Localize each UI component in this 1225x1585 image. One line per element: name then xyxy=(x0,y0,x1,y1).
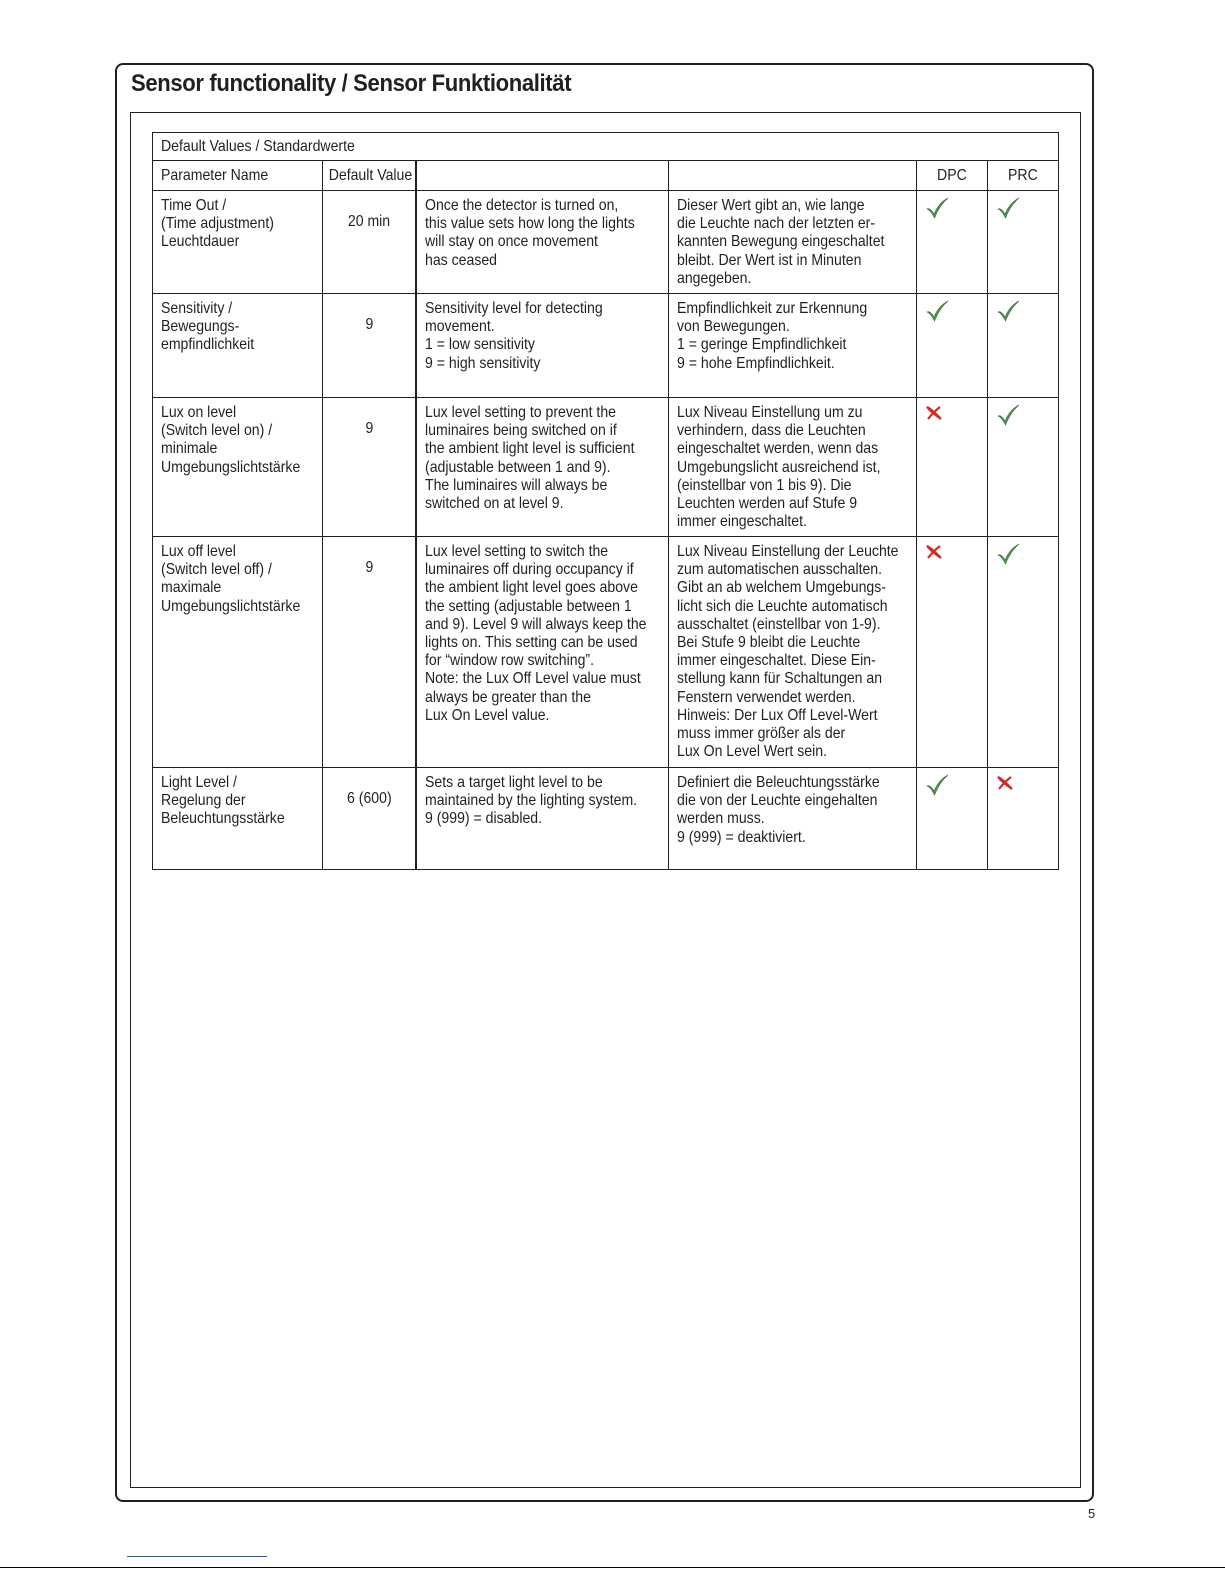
german-description-cell-line: eingeschaltet werden, wenn das xyxy=(676,440,878,458)
check-icon xyxy=(925,197,949,219)
english-description-cell-line: 9 = high sensitivity xyxy=(424,354,541,372)
english-description-cell-line: lights on. This setting can be used xyxy=(424,634,638,652)
prc-status-cell xyxy=(987,191,1058,294)
english-description-cell-line: for “window row switching”. xyxy=(424,652,594,670)
parameter-name-cell xyxy=(153,768,323,870)
parameter-name-cell xyxy=(153,191,323,294)
parameter-name-cell-line: Light Level / xyxy=(161,774,237,791)
cross-icon xyxy=(996,775,1014,791)
german-description-cell-line: immer eingeschaltet. Diese Ein- xyxy=(676,652,876,670)
default-value: 20 min xyxy=(347,213,391,230)
german-description-cell-line: bleibt. Der Wert ist in Minuten xyxy=(676,251,861,269)
german-description-cell-line: zum automatischen ausschalten. xyxy=(676,561,882,579)
header-english-description xyxy=(416,161,668,191)
german-description-cell xyxy=(668,398,916,537)
english-description-cell-line: 1 = low sensitivity xyxy=(424,336,535,354)
english-description-cell xyxy=(416,191,668,294)
german-description-cell-line: (einstellbar von 1 bis 9). Die xyxy=(676,476,852,494)
parameter-name-cell-line: Umgebungslichtstärke xyxy=(161,458,301,476)
german-description-cell xyxy=(668,768,916,870)
check-icon xyxy=(925,300,949,322)
german-description-cell-line: Definiert die Beleuchtungsstärke xyxy=(676,774,880,791)
german-description-cell xyxy=(668,537,916,768)
header-dpc: DPC xyxy=(916,161,987,191)
dpc-status-cell xyxy=(916,294,987,398)
english-description-cell-line: (adjustable between 1 and 9). xyxy=(424,458,611,476)
page-title: Sensor functionality / Sensor Funktionalität xyxy=(131,70,572,97)
german-description-cell-line: Leuchten werden auf Stufe 9 xyxy=(676,495,857,513)
german-description-cell-line: licht sich die Leuchte automatisch xyxy=(676,597,888,615)
english-description-cell xyxy=(416,768,668,870)
english-description-cell-line: The luminaires will always be xyxy=(424,476,608,494)
english-description-cell-line: always be greater than the xyxy=(424,688,591,706)
english-description-cell-line: movement. xyxy=(424,318,495,336)
english-description-cell-line: will stay on once movement xyxy=(424,233,598,251)
parameter-name-cell-line: Leuchtdauer xyxy=(161,233,240,251)
parameter-name-cell-line: Sensitivity / xyxy=(161,300,233,317)
dpc-status-cell xyxy=(916,398,987,537)
default-value-cell xyxy=(323,294,416,398)
english-description-cell-line: 9 (999) = disabled. xyxy=(424,810,542,828)
default-values-table xyxy=(152,132,1059,870)
german-description-cell-line: ausschaltet (einstellbar von 1-9). xyxy=(676,615,881,633)
english-description-cell-line: Sensitivity level for detecting xyxy=(424,300,603,317)
english-description-cell-line: and 9). Level 9 will always keep the xyxy=(424,615,647,633)
parameter-name-cell-line: Time Out / xyxy=(161,197,227,214)
german-description-cell-line: 9 (999) = deaktiviert. xyxy=(676,828,806,846)
check-icon xyxy=(996,543,1020,565)
table-caption-row xyxy=(153,133,1059,161)
cross-icon xyxy=(925,544,943,560)
german-description-cell-line: angegeben. xyxy=(676,269,751,287)
german-description-cell-line: werden muss. xyxy=(676,810,765,828)
english-description-cell-line: Lux On Level value. xyxy=(424,706,550,724)
check-icon xyxy=(925,774,949,796)
check-icon xyxy=(996,197,1020,219)
header-german-description xyxy=(668,161,916,191)
page-number: 5 xyxy=(1088,1506,1096,1521)
parameter-name-cell-line: maximale xyxy=(161,579,222,597)
prc-status-cell xyxy=(987,768,1058,870)
german-description-cell-line: Fenstern verwendet werden. xyxy=(676,688,855,706)
english-description-cell-line: has ceased xyxy=(424,251,497,269)
dpc-status-cell xyxy=(916,191,987,294)
table-caption: Default Values / Standardwerte xyxy=(153,133,1059,161)
parameter-name-cell-line: Lux on level xyxy=(161,404,237,421)
english-description-cell-line: this value sets how long the lights xyxy=(424,215,635,233)
table-row xyxy=(153,294,1059,398)
parameter-name-cell xyxy=(153,398,323,537)
default-value-cell xyxy=(323,191,416,294)
header-default-value: Default Value xyxy=(323,161,416,191)
default-value: 9 xyxy=(365,316,373,333)
german-description-cell xyxy=(668,294,916,398)
default-value-cell xyxy=(323,398,416,537)
parameter-name-cell xyxy=(153,537,323,768)
parameter-name-cell-line: minimale xyxy=(161,440,218,458)
german-description-cell-line: die Leuchte nach der letzten er- xyxy=(676,215,875,233)
english-description-cell-line: Once the detector is turned on, xyxy=(424,197,619,214)
default-value-cell xyxy=(323,537,416,768)
parameter-name-cell-line: (Time adjustment) xyxy=(161,215,274,233)
german-description-cell-line: die von der Leuchte eingehalten xyxy=(676,792,877,810)
german-description-cell-line: 1 = geringe Empfindlichkeit xyxy=(676,336,846,354)
english-description-cell-line: switched on at level 9. xyxy=(424,495,564,513)
footer-link-underline xyxy=(127,1556,267,1557)
german-description-cell-line: Empfindlichkeit zur Erkennung xyxy=(676,300,867,317)
german-description-cell-line: kannten Bewegung eingeschaltet xyxy=(676,233,884,251)
german-description-cell xyxy=(668,191,916,294)
default-value: 6 (600) xyxy=(346,790,392,807)
cross-icon xyxy=(925,405,943,421)
english-description-cell-line: the setting (adjustable between 1 xyxy=(424,597,632,615)
german-description-cell-line: Lux On Level Wert sein. xyxy=(676,743,827,761)
german-description-cell-line: Gibt an ab welchem Umgebungs- xyxy=(676,579,886,597)
header-parameter-name: Parameter Name xyxy=(153,161,323,191)
english-description-cell xyxy=(416,294,668,398)
parameter-name-cell-line: empfindlichkeit xyxy=(161,336,255,354)
table-header-row xyxy=(153,161,1059,191)
english-description-cell-line: Lux level setting to switch the xyxy=(424,543,608,560)
parameter-name-cell xyxy=(153,294,323,398)
english-description-cell-line: Lux level setting to prevent the xyxy=(424,404,616,421)
english-description-cell-line: Sets a target light level to be xyxy=(424,774,603,791)
german-description-cell-line: Lux Niveau Einstellung der Leuchte xyxy=(676,543,899,560)
prc-status-cell xyxy=(987,398,1058,537)
parameter-name-cell-line: Bewegungs- xyxy=(161,318,240,336)
german-description-cell-line: immer eingeschaltet. xyxy=(676,513,807,531)
parameter-name-cell-line: Regelung der xyxy=(161,792,246,810)
german-description-cell-line: Bei Stufe 9 bleibt die Leuchte xyxy=(676,634,860,652)
english-description-cell-line: luminaires off during occupancy if xyxy=(424,561,634,579)
english-description-cell-line: luminaires being switched on if xyxy=(424,422,617,440)
default-value: 9 xyxy=(365,420,373,437)
check-icon xyxy=(996,404,1020,426)
default-value-cell xyxy=(323,768,416,870)
dpc-status-cell xyxy=(916,537,987,768)
parameter-name-cell-line: (Switch level off) / xyxy=(161,561,272,579)
dpc-status-cell xyxy=(916,768,987,870)
default-value: 9 xyxy=(365,559,373,576)
check-icon xyxy=(996,300,1020,322)
parameter-name-cell-line: Umgebungslichtstärke xyxy=(161,597,301,615)
header-prc: PRC xyxy=(987,161,1058,191)
english-description-cell xyxy=(416,537,668,768)
table-row xyxy=(153,398,1059,537)
parameter-name-cell-line: (Switch level on) / xyxy=(161,422,273,440)
german-description-cell-line: 9 = hohe Empfindlichkeit. xyxy=(676,354,835,372)
table-row xyxy=(153,537,1059,768)
prc-status-cell xyxy=(987,537,1058,768)
parameter-name-cell-line: Lux off level xyxy=(161,543,236,560)
german-description-cell-line: muss immer größer als der xyxy=(676,725,845,743)
german-description-cell-line: verhindern, dass die Leuchten xyxy=(676,422,866,440)
german-description-cell-line: von Bewegungen. xyxy=(676,318,790,336)
german-description-cell-line: Lux Niveau Einstellung um zu xyxy=(676,404,863,421)
footer-rule xyxy=(0,1567,1225,1568)
german-description-cell-line: Umgebungslicht ausreichend ist, xyxy=(676,458,881,476)
parameter-name-cell-line: Beleuchtungsstärke xyxy=(161,810,285,828)
german-description-cell-line: stellung kann für Schaltungen an xyxy=(676,670,882,688)
german-description-cell-line: Hinweis: Der Lux Off Level-Wert xyxy=(676,706,878,724)
table-row xyxy=(153,768,1059,870)
english-description-cell-line: maintained by the lighting system. xyxy=(424,792,637,810)
english-description-cell-line: the ambient light level is sufficient xyxy=(424,440,635,458)
table-row xyxy=(153,191,1059,294)
prc-status-cell xyxy=(987,294,1058,398)
english-description-cell xyxy=(416,398,668,537)
german-description-cell-line: Dieser Wert gibt an, wie lange xyxy=(676,197,865,214)
english-description-cell-line: the ambient light level goes above xyxy=(424,579,638,597)
english-description-cell-line: Note: the Lux Off Level value must xyxy=(424,670,641,688)
